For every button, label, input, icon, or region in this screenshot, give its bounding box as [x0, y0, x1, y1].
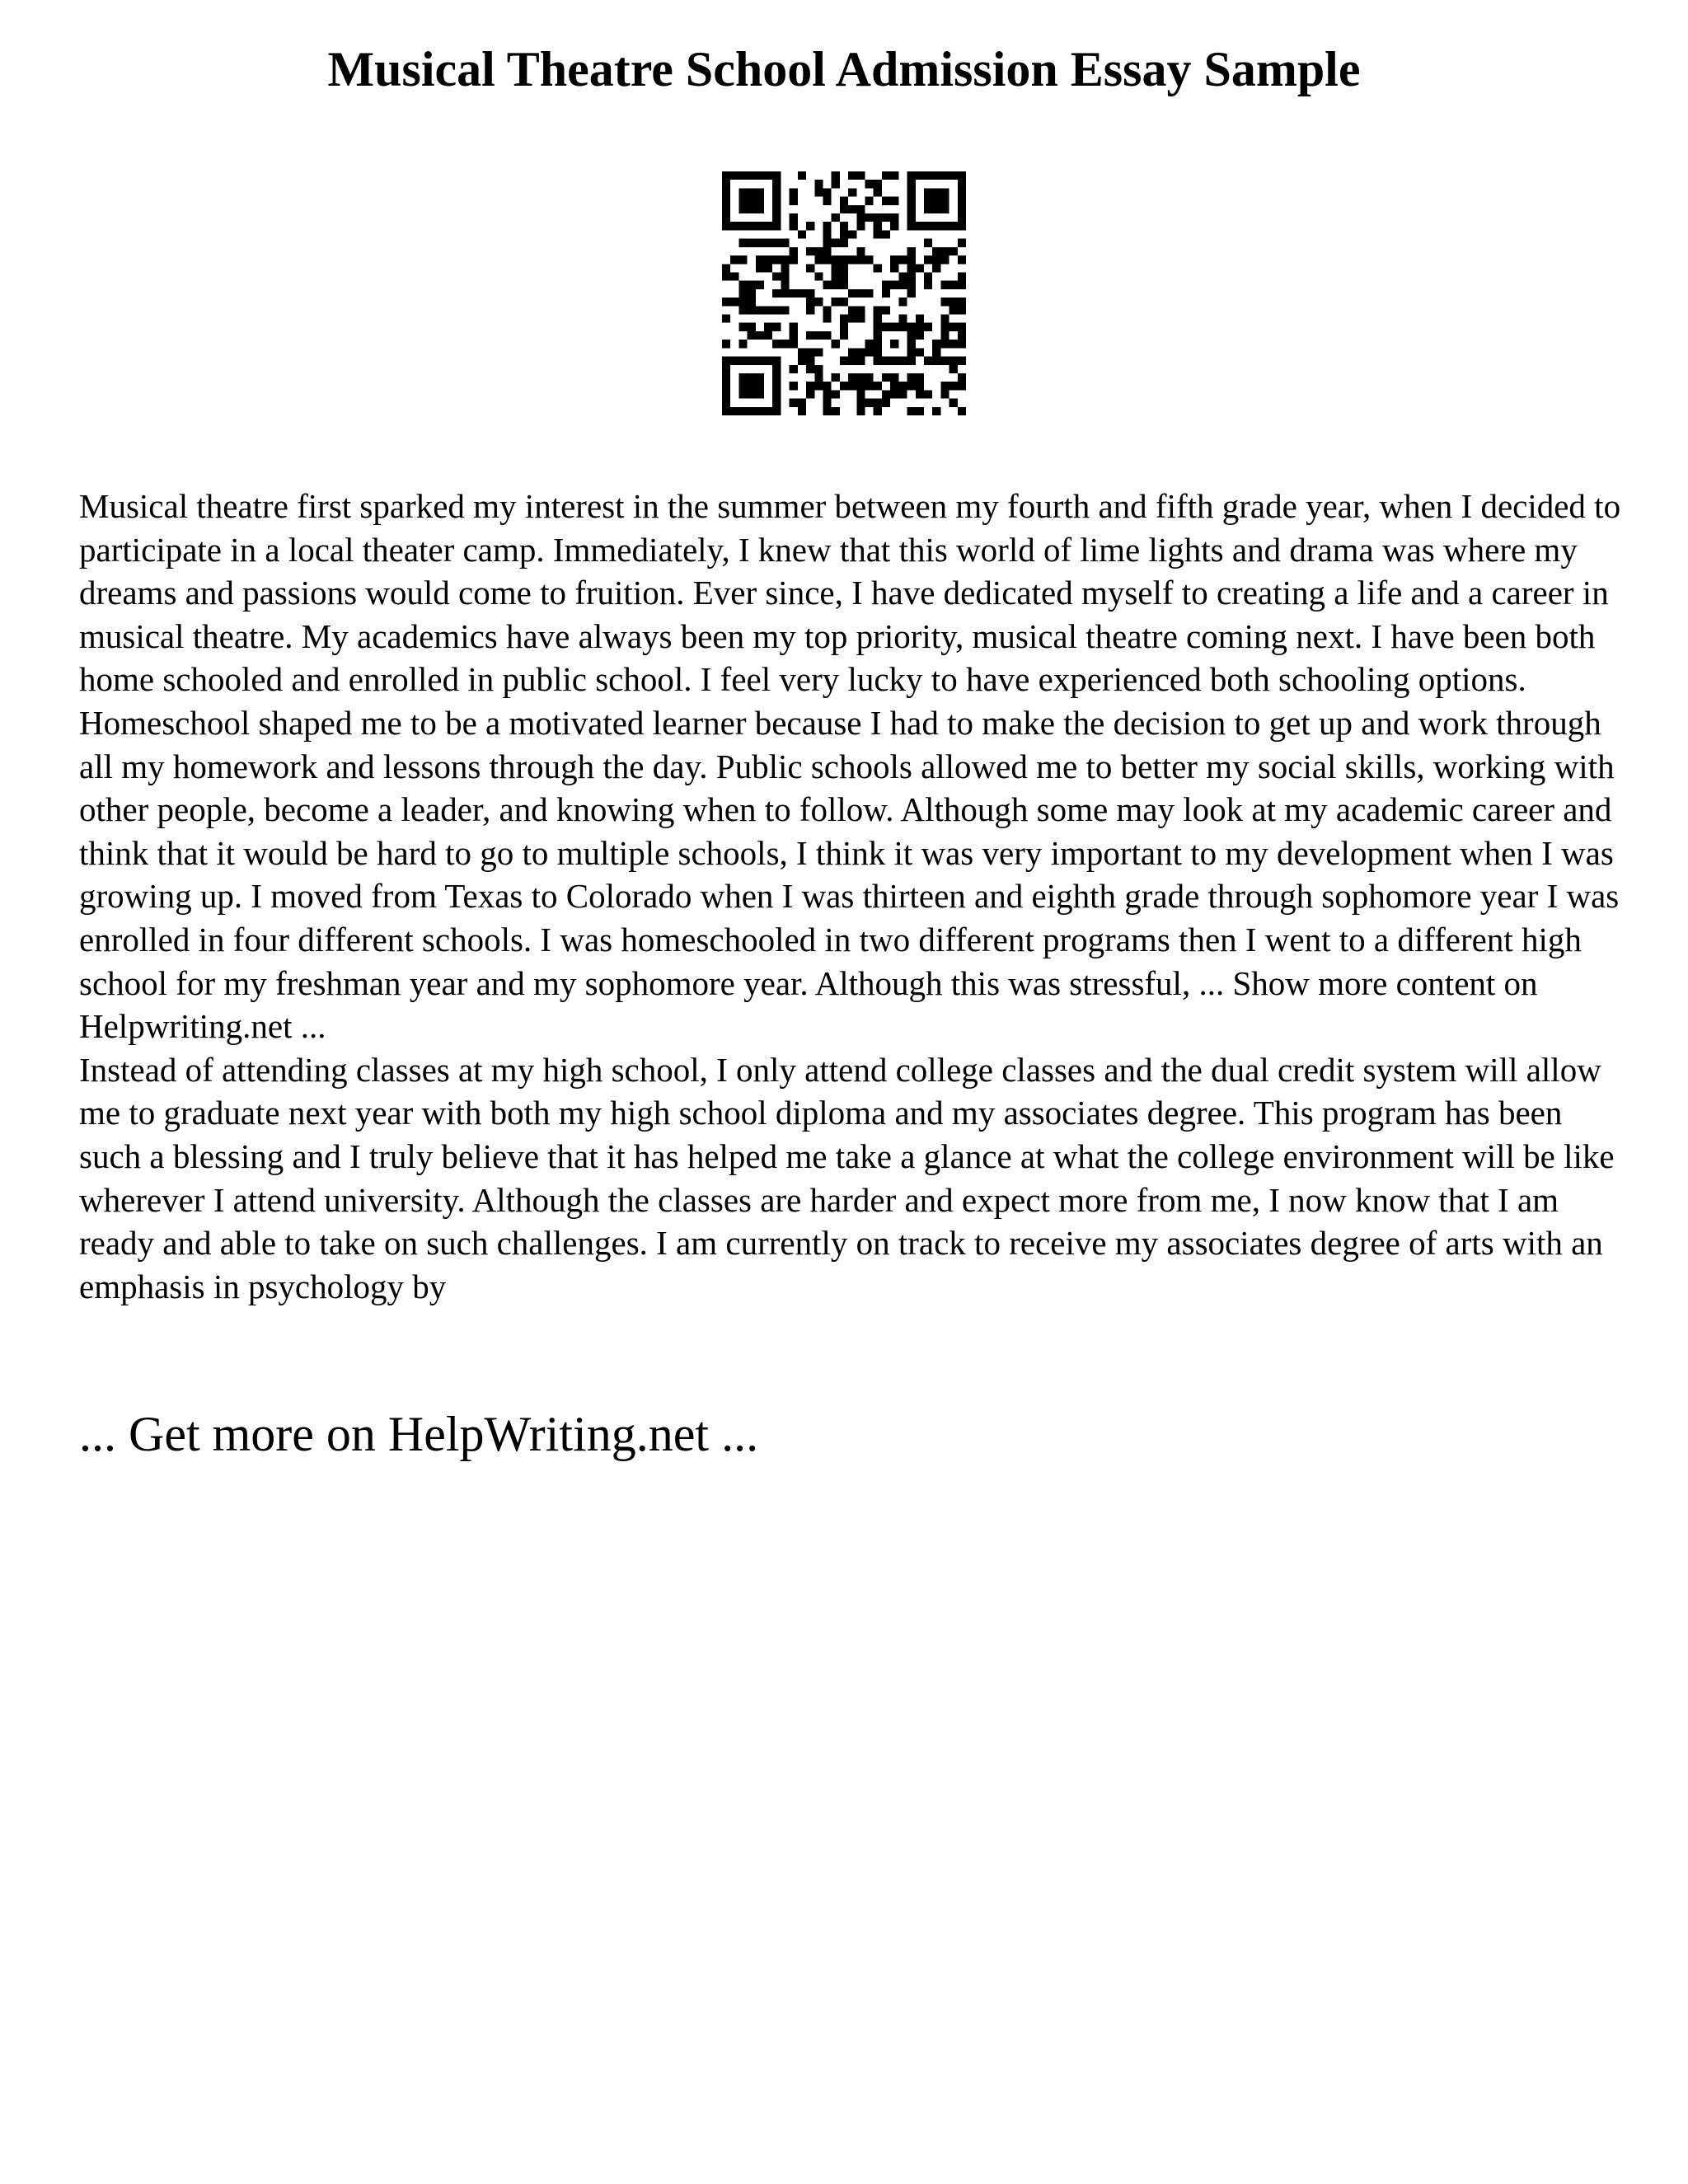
essay-body — [79, 485, 1629, 1308]
essay-paragraph-2: Instead of attending classes at my high school, I only attend college classes and the dual credit system will allow me to graduate next year with both my high school diploma and my associates degree. This program has been such a blessing and I truly believe that it has helped me take a glance at what the college environment will be like wherever I attend university. Although the classes are harder and expect more from me, I now know that I am ready and able to take on such challenges. I am currently on track to receive my associates degree of arts with an emphasis in psychology by — [79, 1050, 1615, 1305]
get-more-link[interactable]: ... Get more on HelpWriting.net ... — [79, 1407, 759, 1461]
essay-paragraph-1: Musical theatre first sparked my interest in the summer between my fourth and fifth grade year, when I decided to participate in a local theater camp. Immediately, I knew that this world of lime lights and drama was where my dreams and passions would come to fruition. Ever since, I have dedicated myself to creating a life and a career in musical theatre. My academics have always been my top priority, musical theatre coming next. I have been both home schooled and enrolled in public school. I feel very lucky to have experienced both schooling options. Homeschool shaped me to be a motivated learner because I had to make the decision to get up and work through all my homework and lessons through the day. Public schools allowed me to better my social skills, working with other people, become a leader, and knowing when to follow. Although some may look at my academic career and think that it would be hard to go to multiple schools, I think it was very important to my development when I was growing up. I moved from Texas to Colorado when I was thirteen and eighth grade through sophomore year I was enrolled in four different schools. I was homeschooled in two different programs then I went to a different high school for my freshman year and my sophomore year. Although this was stressful, ... Show more content on Helpwriting.net ... — [79, 487, 1621, 1046]
qr-code-icon — [722, 171, 966, 415]
document-title: Musical Theatre School Admission Essay Sample — [327, 42, 1361, 96]
